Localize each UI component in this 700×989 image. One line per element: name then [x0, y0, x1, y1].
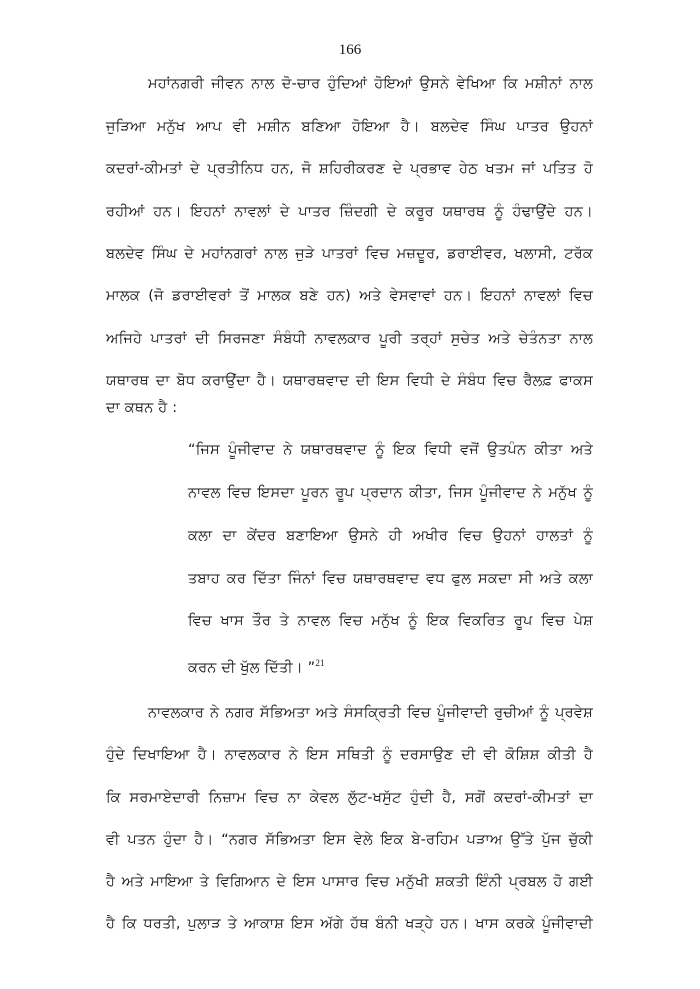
quote-text: ਕਰਨ ਦੀ ਖੁੱਲ ਦਿੱਤੀ। ” — [188, 659, 316, 676]
text-line: ਕਿ ਸਰਮਾਏਦਾਰੀ ਨਿਜ਼ਾਮ ਵਿਚ ਨਾ ਕੇਵਲ ਲੁੱਟ-ਖਸੁੱਟ ਹੁੰਦੀ ਹੈ, ਸਗੋਂ ਕਦਰਾਂ-ਕੀਮਤਾਂ ਦਾ — [106, 790, 593, 806]
quote-line: ਨਾਵਲ ਵਿਚ ਇਸਦਾ ਪੂਰਨ ਰੂਪ ਪ੍ਰਦਾਨ ਕੀਤਾ, ਜਿਸ ਪੂੰਜੀਵਾਦ ਨੇ ਮਨੁੱਖ ਨੂੰ — [188, 485, 593, 501]
text-line: ਯਥਾਰਥ ਦਾ ਬੋਧ ਕਰਾਉਂਦਾ ਹੈ। ਯਥਾਰਥਵਾਦ ਦੀ ਇਸ ਵਿਧੀ ਦੇ ਸੰਬੰਧ ਵਿਚ ਰੈਲਫ਼ ਫਾਕਸ — [106, 373, 593, 389]
text-line: ਬਲਦੇਵ ਸਿੰਘ ਦੇ ਮਹਾਂਨਗਰਾਂ ਨਾਲ ਜੁੜੇ ਪਾਤਰਾਂ ਵਿਚ ਮਜ਼ਦੂਰ, ਡਰਾਈਵਰ, ਖਲਾਸੀ, ਟਰੱਕ — [106, 246, 593, 262]
quote-line-last — [188, 653, 593, 678]
text-line: ਮਾਲਕ (ਜੋ ਡਰਾਈਵਰਾਂ ਤੋਂ ਮਾਲਕ ਬਣੇ ਹਨ) ਅਤੇ ਵੇਸਵਾਵਾਂ ਹਨ। ਇਹਨਾਂ ਨਾਵਲਾਂ ਵਿਚ — [106, 288, 593, 304]
quote-line: ਕਲਾ ਦਾ ਕੇਂਦਰ ਬਣਾਇਆ ਉਸਨੇ ਹੀ ਅਖੀਰ ਵਿਚ ਉਹਨਾਂ ਹਾਲਤਾਂ ਨੂੰ — [188, 528, 593, 544]
footnote-reference: 21 — [315, 658, 325, 668]
text-line: ਨਾਵਲਕਾਰ ਨੇ ਨਗਰ ਸੱਭਿਅਤਾ ਅਤੇ ਸੰਸਕ੍ਰਿਤੀ ਵਿਚ ਪੂੰਜੀਵਾਦੀ ਰੁਚੀਆਂ ਨੂੰ ਪ੍ਰਵੇਸ਼ — [148, 705, 593, 721]
quote-line: “ਜਿਸ ਪੂੰਜੀਵਾਦ ਨੇ ਯਥਾਰਥਵਾਦ ਨੂੰ ਇਕ ਵਿਧੀ ਵਜੋਂ ਉਤਪੰਨ ਕੀਤਾ ਅਤੇ — [188, 442, 593, 458]
text-line: ਜੁੜਿਆ ਮਨੁੱਖ ਆਪ ਵੀ ਮਸ਼ੀਨ ਬਣਿਆ ਹੋਇਆ ਹੈ। ਬਲਦੇਵ ਸਿੰਘ ਪਾਤਰ ਉਹਨਾਂ — [106, 119, 593, 135]
text-line: ਮਹਾਂਨਗਰੀ ਜੀਵਨ ਨਾਲ ਦੋ-ਚਾਰ ਹੁੰਦਿਆਂ ਹੋਇਆਂ ਉਸਨੇ ਵੇਖਿਆ ਕਿ ਮਸ਼ੀਨਾਂ ਨਾਲ — [148, 76, 593, 92]
text-line: ਹੁੰਦੇ ਦਿਖਾਇਆ ਹੈ। ਨਾਵਲਕਾਰ ਨੇ ਇਸ ਸਥਿਤੀ ਨੂੰ ਦਰਸਾਉਣ ਦੀ ਵੀ ਕੋਸ਼ਿਸ਼ ਕੀਤੀ ਹੈ — [106, 747, 593, 763]
text-line: ਹੈ ਅਤੇ ਮਾਇਆ ਤੇ ਵਿਗਿਆਨ ਦੇ ਇਸ ਪਾਸਾਰ ਵਿਚ ਮਨੁੱਖੀ ਸ਼ਕਤੀ ਇੰਨੀ ਪ੍ਰਬਲ ਹੋ ਗਈ — [106, 874, 593, 890]
text-line: ਕਦਰਾਂ-ਕੀਮਤਾਂ ਦੇ ਪ੍ਰਤੀਨਿਧ ਹਨ, ਜੋ ਸ਼ਹਿਰੀਕਰਣ ਦੇ ਪ੍ਰਭਾਵ ਹੇਠ ਖਤਮ ਜਾਂ ਪਤਿਤ ਹੋ — [106, 161, 593, 177]
page-number: 166 — [338, 42, 362, 58]
text-line: ਵੀ ਪਤਨ ਹੁੰਦਾ ਹੈ। “ਨਗਰ ਸੱਭਿਅਤਾ ਇਸ ਵੇਲੇ ਇਕ ਬੇ-ਰਹਿਮ ਪੜਾਅ ਉੱਤੇ ਪੁੱਜ ਚੁੱਕੀ — [106, 832, 593, 848]
text-line: ਅਜਿਹੇ ਪਾਤਰਾਂ ਦੀ ਸਿਰਜਣਾ ਸੰਬੰਧੀ ਨਾਵਲਕਾਰ ਪੂਰੀ ਤਰ੍ਹਾਂ ਸੁਚੇਤ ਅਤੇ ਚੇਤੰਨਤਾ ਨਾਲ — [106, 331, 593, 347]
text-line: ਰਹੀਆਂ ਹਨ। ਇਹਨਾਂ ਨਾਵਲਾਂ ਦੇ ਪਾਤਰ ਜ਼ਿੰਦਗੀ ਦੇ ਕਰੂਰ ਯਥਾਰਥ ਨੂੰ ਹੰਢਾਉਂਦੇ ਹਨ। — [106, 204, 593, 220]
text-line: ਹੈ ਕਿ ਧਰਤੀ, ਪੁਲਾੜ ਤੇ ਆਕਾਸ਼ ਇਸ ਅੱਗੇ ਹੱਥ ਬੰਨੀ ਖੜ੍ਹੇ ਹਨ। ਖਾਸ ਕਰਕੇ ਪੂੰਜੀਵਾਦੀ — [106, 916, 593, 932]
text-line: ਦਾ ਕਥਨ ਹੈ : — [106, 400, 178, 416]
quote-line: ਤਬਾਹ ਕਰ ਦਿੱਤਾ ਜਿੰਨਾਂ ਵਿਚ ਯਥਾਰਥਵਾਦ ਵਧ ਫੁਲ ਸਕਦਾ ਸੀ ਅਤੇ ਕਲਾ — [188, 571, 593, 587]
quote-line: ਵਿਚ ਖਾਸ ਤੌਰ ਤੇ ਨਾਵਲ ਵਿਚ ਮਨੁੱਖ ਨੂੰ ਇਕ ਵਿਕਰਿਤ ਰੂਪ ਵਿਚ ਪੇਸ਼ — [188, 613, 593, 629]
